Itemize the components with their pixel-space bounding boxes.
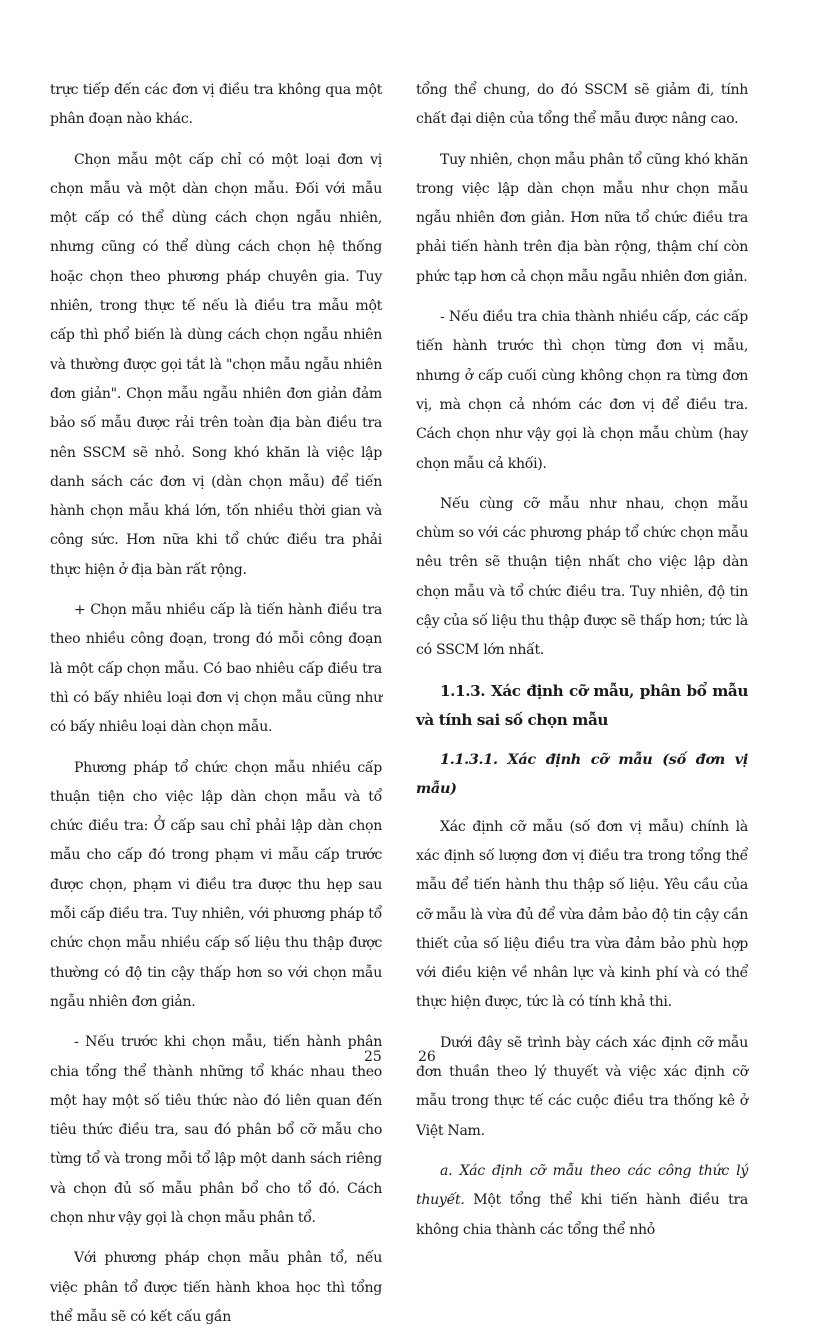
subsection-heading: 1.1.3.1. Xác định cỡ mẫu (số đơn vị mẫu) [416, 750, 748, 797]
page-number-right: 26 [418, 1049, 436, 1065]
left-paragraph-3: + Chọn mẫu nhiều cấp là tiến hành điều tra theo nhiều công đoạn, trong đó mỗi công đoạn là một cấp chọn mẫu. Có bao nhiêu cấp điều tra thì có bấy nhiêu loại đơn vị chọn mẫu cũng như có bấy nhiêu loại dàn chọn mẫu. [50, 602, 382, 736]
right-paragraph-2: Tuy nhiên, chọn mẫu phân tổ cũng khó khăn trong việc lập dàn chọn mẫu như chọn mẫu ngẫu nhiên đơn giản. Hơn nữa tổ chức điều tra phải tiến hành trên địa bàn rộng, thậm chí còn phức tạp hơn cả chọn mẫu ngẫu nhiên đơn giản. [416, 151, 748, 285]
right-paragraph-7 [416, 1157, 748, 1245]
paragraph-7-text: Một tổng thể khi tiến hành điều tra không chia thành các tổng thể nhỏ [416, 1192, 748, 1238]
left-column [50, 76, 382, 1343]
page-number-left: 25 [364, 1049, 382, 1065]
right-paragraph-4: Nếu cùng cỡ mẫu như nhau, chọn mẫu chùm so với các phương pháp tổ chức chọn mẫu nêu trên sẽ thuận tiện nhất cho việc lập dàn chọn mẫu và tổ chức điều tra. Tuy nhiên, độ tin cậy của số liệu thu thập được sẽ thấp hơn; tức là có SSCM lớn nhất. [416, 495, 748, 659]
right-paragraph-3: - Nếu điều tra chia thành nhiều cấp, các cấp tiến hành trước thì chọn từng đơn vị mẫu, nhưng ở cấp cuối cùng không chọn ra từng đơn vị, mà chọn cả nhóm các đơn vị để điều tra. Cách chọn như vậy gọi là chọn mẫu chùm (hay chọn mẫu cả khối). [416, 309, 748, 472]
left-paragraph-6: Với phương pháp chọn mẫu phân tổ, nếu việc phân tổ được tiến hành khoa học thì tổng thể mẫu sẽ có kết cấu gần [50, 1250, 382, 1325]
right-column [416, 76, 748, 1256]
left-paragraph-1: trực tiếp đến các đơn vị điều tra không qua một phân đoạn nào khác. [50, 82, 382, 128]
right-paragraph-5: Xác định cỡ mẫu (số đơn vị mẫu) chính là xác định số lượng đơn vị điều tra trong tổng thể mẫu để tiến hành thu thập số liệu. Yêu cầu của cỡ mẫu là vừa đủ để vừa đảm bảo độ tin cậy cần thiết của số liệu điều tra vừa đảm bảo phù hợp với điều kiện về nhân lực và kinh phí và có thể thực hiện được, tức là có tính khả thi. [416, 818, 748, 1011]
right-paragraph-6: Dưới đây sẽ trình bày cách xác định cỡ mẫu đơn thuần theo lý thuyết và việc xác định cỡ mẫu trong thực tế các cuộc điều tra thống kê ở Việt Nam. [416, 1034, 748, 1139]
right-paragraph-1: tổng thể chung, do đó SSCM sẽ giảm đi, tính chất đại diện của tổng thể mẫu được nâng cao. [416, 82, 748, 128]
paragraph-7-italic-lead: a. Xác định cỡ mẫu theo các công thức lý thuyết. [416, 1162, 748, 1209]
left-paragraph-5: - Nếu trước khi chọn mẫu, tiến hành phân chia tổng thể thành những tổ khác nhau theo một hay một số tiêu thức nào đó liên quan đến tiêu thức điều tra, sau đó phân bổ cỡ mẫu cho từng tổ và trong mỗi tổ lập một danh sách riêng và chọn đủ số mẫu phân bổ cho tổ đó. Cách chọn như vậy gọi là chọn mẫu phân tổ. [50, 1034, 382, 1226]
left-paragraph-2: Chọn mẫu một cấp chỉ có một loại đơn vị chọn mẫu và một dàn chọn mẫu. Đối với mẫu một cấp có thể dùng cách chọn ngẫu nhiên, nhưng cũng có thể dùng cách chọn hệ thống hoặc chọn theo phương pháp chuyên gia. Tuy nhiên, trong thực tế nếu là điều tra mẫu một cấp thì phổ biến là dùng cách chọn ngẫu nhiên và thường được gọi tắt là "chọn mẫu ngẫu nhiên đơn giản". Chọn mẫu ngẫu nhiên đơn giản đảm bảo số mẫu được rải trên toàn địa bàn điều tra nên SSCM sẽ nhỏ. Song khó khăn là việc lập danh sách các đơn vị (dàn chọn mẫu) để tiến hành chọn mẫu khá lớn, tốn nhiều thời gian và công sức. Hơn nữa khi tổ chức điều tra phải thực hiện ở địa bàn rất rộng. [50, 151, 382, 578]
section-heading: 1.1.3. Xác định cỡ mẫu, phân bổ mẫu và tính sai số chọn mẫu [416, 681, 748, 729]
left-paragraph-4: Phương pháp tổ chức chọn mẫu nhiều cấp thuận tiện cho việc lập dàn chọn mẫu và tổ chức điều tra: Ở cấp sau chỉ phải lập dàn chọn mẫu cho cấp đó trong phạm vi mẫu cấp trước được chọn, phạm vi điều tra được thu hẹp sau mỗi cấp điều tra. Tuy nhiên, với phương pháp tổ chức chọn mẫu nhiều cấp số liệu thu thập được thường có độ tin cậy thấp hơn so với chọn mẫu ngẫu nhiên đơn giản. [50, 759, 382, 1010]
